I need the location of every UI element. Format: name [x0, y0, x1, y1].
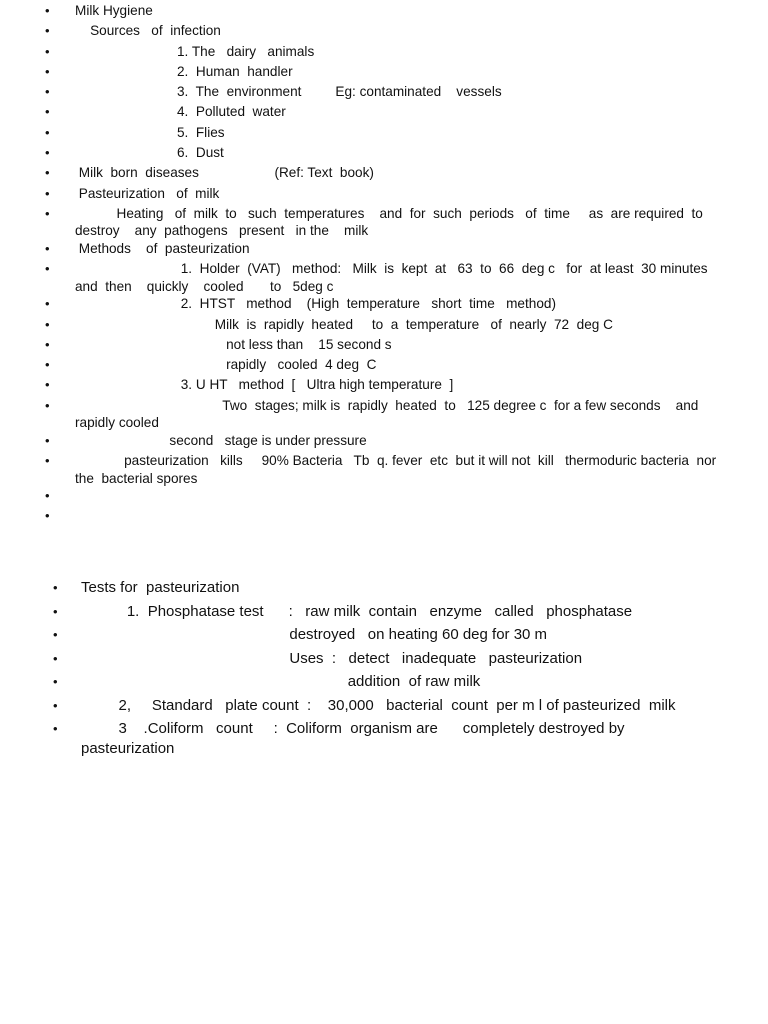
list-item-text: 5. Flies	[75, 124, 225, 140]
list-item	[0, 63, 768, 83]
bullet-marker: •	[45, 165, 50, 181]
list-item-text: Milk born diseases (Ref: Text book)	[75, 165, 374, 181]
bullet-marker: •	[45, 336, 50, 352]
list-item	[0, 2, 768, 22]
list-item-empty	[0, 487, 768, 507]
list-item	[0, 260, 768, 295]
list-item-text: 2, Standard plate count : 30,000 bacterial count per m l of pasteurized milk	[81, 696, 676, 714]
list-item	[0, 432, 768, 452]
list-item	[0, 124, 768, 144]
bullet-marker: •	[45, 104, 50, 120]
list-item	[0, 578, 768, 602]
bullet-marker: •	[45, 357, 50, 373]
list-item-text: Pasteurization of milk	[75, 185, 220, 201]
bullet-marker: •	[45, 240, 50, 256]
list-item-text: 3. The environment Eg: contaminated vessels	[75, 84, 502, 100]
bullet-marker: •	[53, 580, 58, 595]
bullet-marker: •	[53, 721, 58, 736]
list-item	[0, 43, 768, 63]
list-item	[0, 295, 768, 315]
list-item	[0, 103, 768, 123]
bullet-marker: •	[45, 432, 50, 448]
bullet-marker: •	[45, 397, 50, 413]
list-item-text: Two stages; milk is rapidly heated to 125 degree c for a few seconds and rapidly cooled	[75, 397, 703, 431]
list-item-text: 1. Holder (VAT) method: Milk is kept at 63 to 66 deg c for at least 30 minutes and then quickly cooled to 5deg c	[75, 261, 723, 294]
bullet-marker: •	[45, 261, 50, 277]
bullet-marker: •	[45, 316, 50, 332]
list-item	[0, 625, 768, 649]
list-item-text: 1. Phosphatase test : raw milk contain enzyme called phosphatase	[81, 602, 633, 620]
bullet-marker: •	[45, 23, 50, 39]
list-item-text: 3. U HT method [ Ultra high temperature ]	[75, 377, 454, 393]
hygiene-bullet-list	[0, 2, 768, 528]
list-item	[0, 336, 768, 356]
bullet-marker: •	[45, 124, 50, 140]
list-item-text: Milk is rapidly heated to a temperature of nearly 72 deg C	[75, 316, 613, 332]
list-item-text: 2. HTST method (High temperature short time method)	[75, 296, 556, 312]
list-item	[0, 696, 768, 720]
list-item	[0, 185, 768, 205]
list-item-text: 1. The dairy animals	[75, 43, 315, 59]
list-item	[0, 376, 768, 396]
list-item-text: Tests for pasteurization	[81, 579, 240, 596]
list-item-text: 3 .Coliform count : Coliform organism are completely destroyed by pasteurization	[81, 720, 629, 757]
list-item	[0, 452, 768, 487]
list-item-text: Heating of milk to such temperatures and for such periods of time as are required to destroy any pathogens present in the milk	[75, 205, 711, 239]
list-item	[0, 672, 768, 696]
list-item	[0, 356, 768, 376]
bullet-marker: •	[45, 43, 50, 59]
list-item	[0, 205, 768, 240]
bullet-marker: •	[45, 63, 50, 79]
list-item-text: 2. Human handler	[75, 63, 293, 79]
list-item-text: Sources of infection	[75, 23, 221, 39]
list-item-text: Uses : detect inadequate pasteurization	[81, 649, 583, 667]
bullet-marker: •	[45, 145, 50, 161]
bullet-marker: •	[45, 84, 50, 100]
bullet-marker: •	[53, 603, 58, 619]
list-item-text: second stage is under pressure	[75, 432, 367, 448]
bullet-marker: •	[45, 296, 50, 312]
list-item	[0, 719, 768, 759]
bullet-marker: •	[53, 650, 58, 666]
bullet-marker: •	[53, 674, 58, 689]
bullet-marker: •	[45, 205, 50, 221]
list-item	[0, 397, 768, 432]
pasteurization-tests-list	[0, 578, 768, 759]
list-item	[0, 316, 768, 336]
list-item-text: 4. Polluted water	[75, 104, 286, 120]
list-item-text: rapidly cooled 4 deg C	[75, 357, 377, 373]
list-item	[0, 22, 768, 42]
bullet-marker: •	[45, 3, 50, 18]
list-item-text: not less than 15 second s	[75, 336, 392, 352]
list-item-text: pasteurization kills 90% Bacteria Tb q. fever etc but it will not kill thermoduric bacteria nor the bacterial spores	[75, 453, 720, 486]
bullet-marker: •	[45, 488, 50, 504]
list-item-text: Milk Hygiene	[75, 3, 153, 18]
list-item	[0, 602, 768, 626]
list-item-empty	[0, 507, 768, 527]
bullet-marker: •	[45, 453, 50, 469]
bullet-marker: •	[53, 697, 58, 713]
list-item	[0, 649, 768, 673]
bullet-marker: •	[45, 377, 50, 393]
list-item	[0, 240, 768, 260]
list-item-text: 6. Dust	[75, 145, 224, 161]
list-item-text: destroyed on heating 60 deg for 30 m	[81, 626, 548, 643]
bullet-marker: •	[45, 185, 50, 201]
list-item-text: Methods of pasteurization	[75, 240, 250, 256]
list-item	[0, 164, 768, 184]
bullet-marker: •	[45, 508, 50, 524]
list-item	[0, 144, 768, 164]
list-item	[0, 83, 768, 103]
list-item-text: addition of raw milk	[81, 673, 481, 690]
bullet-marker: •	[53, 627, 58, 642]
